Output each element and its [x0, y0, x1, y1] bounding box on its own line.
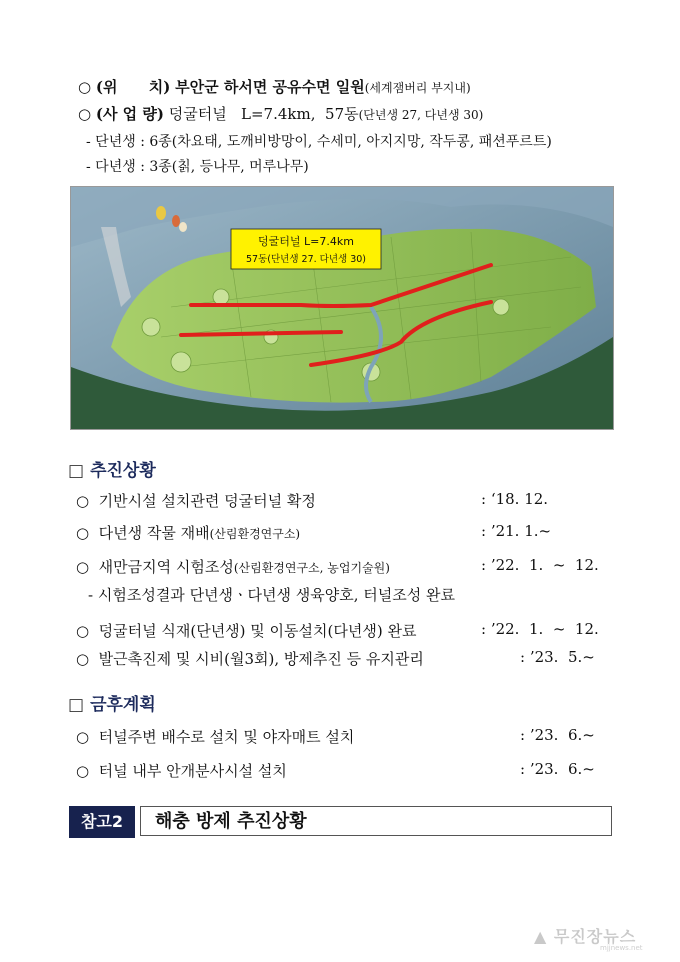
progress-title: 추진상황 [90, 461, 156, 481]
progress-item [0, 648, 680, 670]
location-label: (위 치) [95, 78, 171, 96]
location-note: (세계잼버리 부지내) [364, 81, 471, 95]
item-text: ○ 새만금지역 시험조성(산림환경연구소, 농업기술원) [76, 558, 390, 576]
item-date: : ’22. 1. ~ 12. [481, 556, 599, 574]
item-text: ○ 터널주변 배수로 설치 및 야자매트 설치 [76, 728, 355, 746]
annual-species: - 단년생 : 6종(차요태, 도깨비방망이, 수세미, 아지지망, 작두콩, 패션푸르트) [86, 134, 552, 150]
progress-section-title [68, 456, 156, 481]
location-line [78, 76, 471, 97]
item-text: ○ 발근촉진제 및 시비(월3회), 방제추진 등 유지관리 [76, 650, 424, 668]
item-text: - 시험조성결과 단년생ㆍ다년생 생육양호, 터널조성 완료 [88, 586, 455, 604]
location-value: 부안군 하서면 공유수면 일원 [175, 78, 365, 96]
progress-item [0, 620, 680, 642]
item-date: : ’22. 1. ~ 12. [481, 620, 599, 638]
plan-item [0, 760, 680, 782]
item-date: : ‘18. 12. [481, 490, 549, 508]
map-label-line1: 덩굴터널 L=7.4km [258, 235, 354, 248]
scale-line [78, 103, 483, 124]
perennial-species: - 다년생 : 3종(칡, 등나무, 머루나무) [86, 159, 309, 175]
watermark-url: mjjnews.net [600, 944, 643, 952]
item-text: ○ 다년생 작물 재배(산림환경연구소) [76, 524, 301, 542]
aerial-map-image [70, 186, 614, 430]
item-date: : ’23. 5.~ [520, 648, 595, 666]
checkbox-icon: □ [68, 695, 85, 715]
progress-item [0, 556, 680, 578]
item-date: : ’21. 1.~ [481, 522, 552, 540]
item-text: ○ 터널 내부 안개분사시설 설치 [76, 762, 287, 780]
plan-item [0, 726, 680, 748]
item-text: ○ 기반시설 설치관련 덩굴터널 확정 [76, 492, 316, 510]
scale-value: 덩굴터널 L=7.4km, 57동 [168, 105, 359, 123]
bullet: ○ [78, 78, 92, 96]
scale-note: (단년생 27, 다년생 30) [358, 108, 484, 122]
checkbox-icon: □ [68, 461, 85, 481]
progress-item [0, 490, 680, 512]
scale-label: (사 업 량) [95, 105, 164, 123]
plan-title: 금후계획 [90, 695, 156, 715]
bullet: ○ [78, 105, 92, 123]
plan-section-title [68, 690, 156, 715]
watermark-text: 무진장뉴스 [553, 927, 637, 946]
reference-tag: 참고2 [69, 806, 135, 838]
mountain-icon: ▲ [534, 927, 548, 946]
reference-title: 해충 방제 추진상황 [140, 806, 612, 836]
item-date: : ’23. 6.~ [520, 760, 595, 778]
progress-subitem [0, 584, 680, 606]
progress-item [0, 522, 680, 544]
item-text: ○ 덩굴터널 식재(단년생) 및 이동설치(다년생) 완료 [76, 622, 417, 640]
item-date: : ’23. 6.~ [520, 726, 595, 744]
map-label-line2: 57동(단년생 27. 다년생 30) [246, 254, 366, 265]
